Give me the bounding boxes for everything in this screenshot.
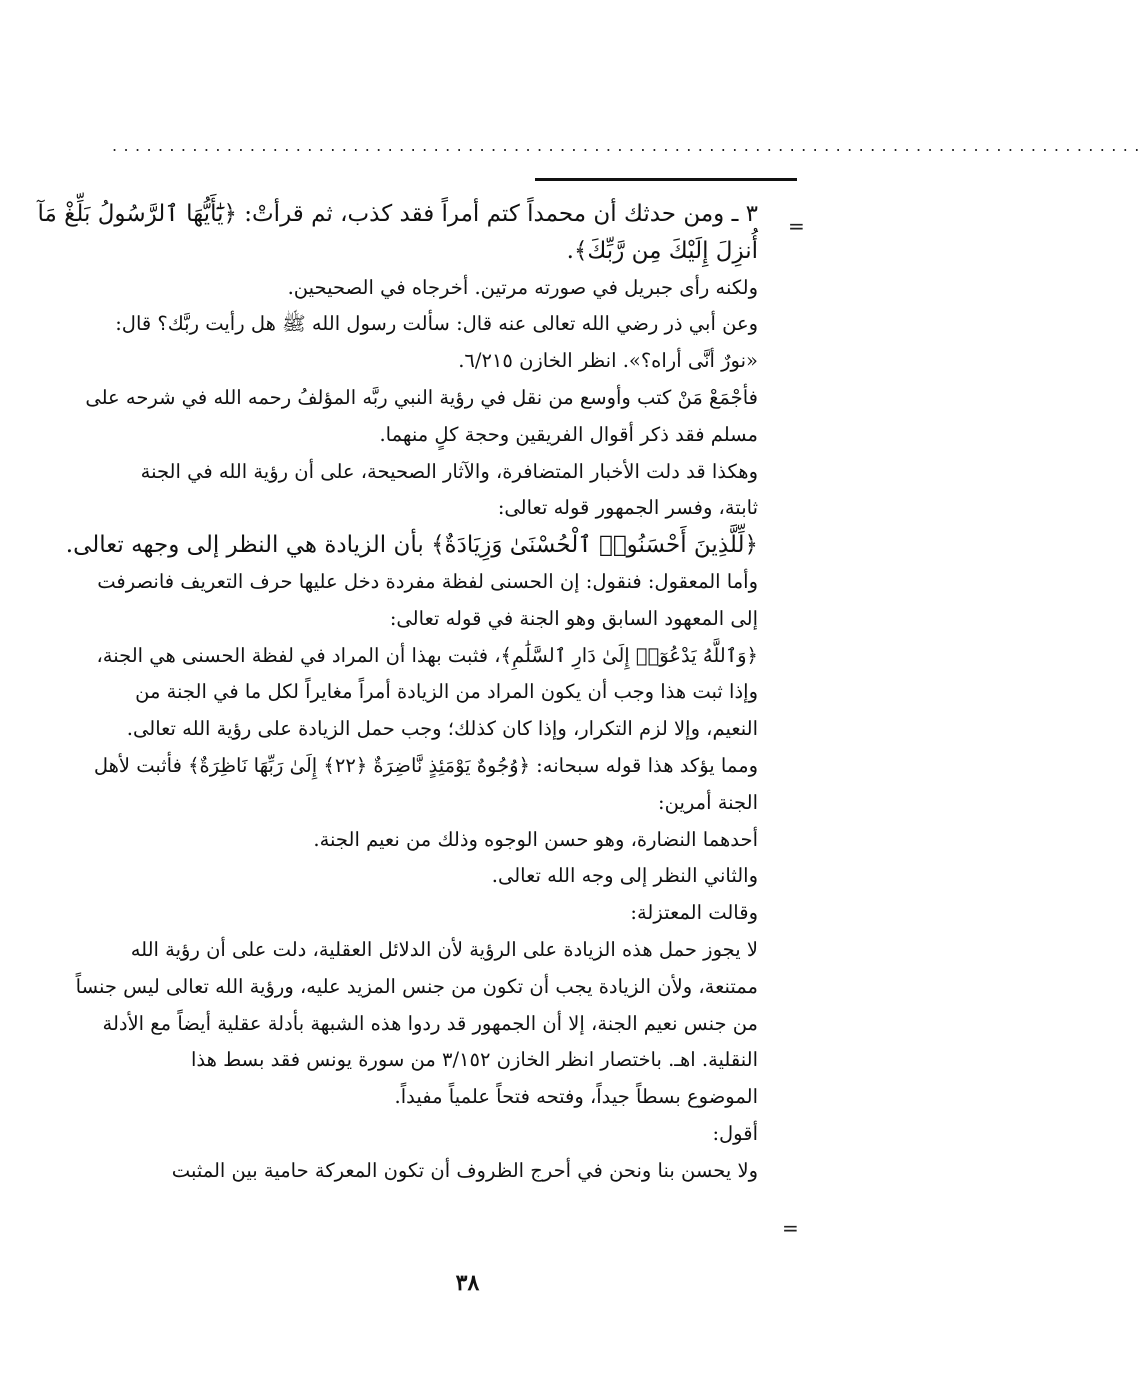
text-line: من جنس نعيم الجنة، إلا أن الجمهور قد ردوا هذه الشبهة بأدلة عقلية أيضاً مع الأدلة: [102, 1011, 758, 1035]
text-line: فأجْمَعْ مَنْ كتب وأوسع من نقل في رؤية النبي ربَّه المؤلفُ رحمه الله في شرحه على: [85, 385, 758, 409]
text-line: وعن أبي ذر رضي الله تعالى عنه قال: سألت رسول الله ﷺ هل رأيت ربَّك؟ قال:: [115, 312, 758, 336]
text-line: وأما المعقول: فنقول: إن الحسنى لفظة مفردة دخل عليها حرف التعريف فانصرفت: [97, 569, 758, 593]
text-line: وإذا ثبت هذا وجب أن يكون المراد من الزيادة أمراً مغايراً لكل ما في الجنة من: [135, 680, 758, 704]
text-line: الجنة أمرين:: [658, 790, 758, 814]
footnote-rule: [535, 178, 797, 181]
continuation-mark-top: =: [788, 214, 805, 238]
text-line: وهكذا قد دلت الأخبار المتضافرة، والآثار الصحيحة، على أن رؤية الله في الجنة: [140, 459, 758, 483]
text-line: إلى المعهود السابق وهو الجنة في قوله تعالى:: [389, 606, 758, 630]
text-line: النقلية. اهـ. باختصار انظر الخازن ٣/١٥٢ من سورة يونس فقد بسط هذا: [191, 1048, 758, 1072]
continuation-mark-bottom: =: [782, 1216, 799, 1240]
text-line: ﴿لِّلَّذِينَ أَحْسَنُوا۟ ٱلْحُسْنَىٰ وَزِيَادَةٌ﴾ بأن الزيادة هي النظر إلى وجهه تعالى.: [65, 532, 758, 559]
text-line: ولكنه رأى جبريل في صورته مرتين. أخرجاه في الصحيحين.: [287, 275, 758, 299]
text-line: أُنزِلَ إِلَيْكَ مِن رَّبِّكَ﴾.: [566, 237, 758, 264]
text-line: ومما يؤكد هذا قوله سبحانه: ﴿وُجُوهٌ يَوْمَئِذٍ نَّاضِرَةٌ ﴿٢٢﴾ إِلَىٰ رَبِّهَا نَاظِرَةٌ﴾ فأثبت لأهل: [93, 753, 758, 777]
page-number: ٣٨: [455, 1270, 480, 1296]
text-line: النعيم، وإلا لزم التكرار، وإذا كان كذلك؛ وجب حمل الزيادة على رؤية الله تعالى.: [126, 717, 758, 741]
text-line: لا يجوز حمل هذه الزيادة على الرؤية لأن الدلائل العقلية، دلت على أن رؤية الله: [130, 937, 758, 961]
text-line: ﴿وَٱللَّهُ يَدْعُوٓا۟ إِلَىٰ دَارِ ٱلسَّلَٰمِ﴾، فثبت بهذا أن المراد في لفظة الحسنى هي الجنة،: [96, 643, 758, 667]
text-line: أحدهما النضارة، وهو حسن الوجوه وذلك من نعيم الجنة.: [313, 827, 758, 851]
text-line: وقالت المعتزلة:: [630, 901, 758, 925]
body-text: [37, 196, 758, 1190]
dotted-separator: ..........................................................................................: [112, 136, 1146, 155]
text-line: والثاني النظر إلى وجه الله تعالى.: [491, 864, 758, 888]
text-line: ولا يحسن بنا ونحن في أحرج الظروف أن تكون المعركة حامية بين المثبت: [171, 1158, 758, 1182]
text-line: ممتنعة، ولأن الزيادة يجب أن تكون من جنس المزيد عليه، ورؤية الله تعالى ليس جنساً: [75, 974, 758, 998]
text-line: مسلم فقد ذكر أقوال الفريقين وحجة كلٍ منهما.: [379, 422, 758, 446]
text-line: ٣ ـ ومن حدثك أن محمداً كتم أمراً فقد كذب، ثم قرأتْ: ﴿يَٰٓأَيُّهَا ٱلرَّسُولُ بَلِّغْ مَآ: [37, 201, 758, 227]
text-line: أقول:: [712, 1121, 758, 1145]
text-line: الموضوع بسطاً جيداً، وفتحه فتحاً علمياً مفيداً.: [394, 1085, 758, 1109]
text-line: «نورٌ أنَّى أراه؟». انظر الخازن ٦/٢١٥.: [458, 349, 758, 373]
text-line: ثابتة، وفسر الجمهور قوله تعالى:: [497, 496, 758, 520]
